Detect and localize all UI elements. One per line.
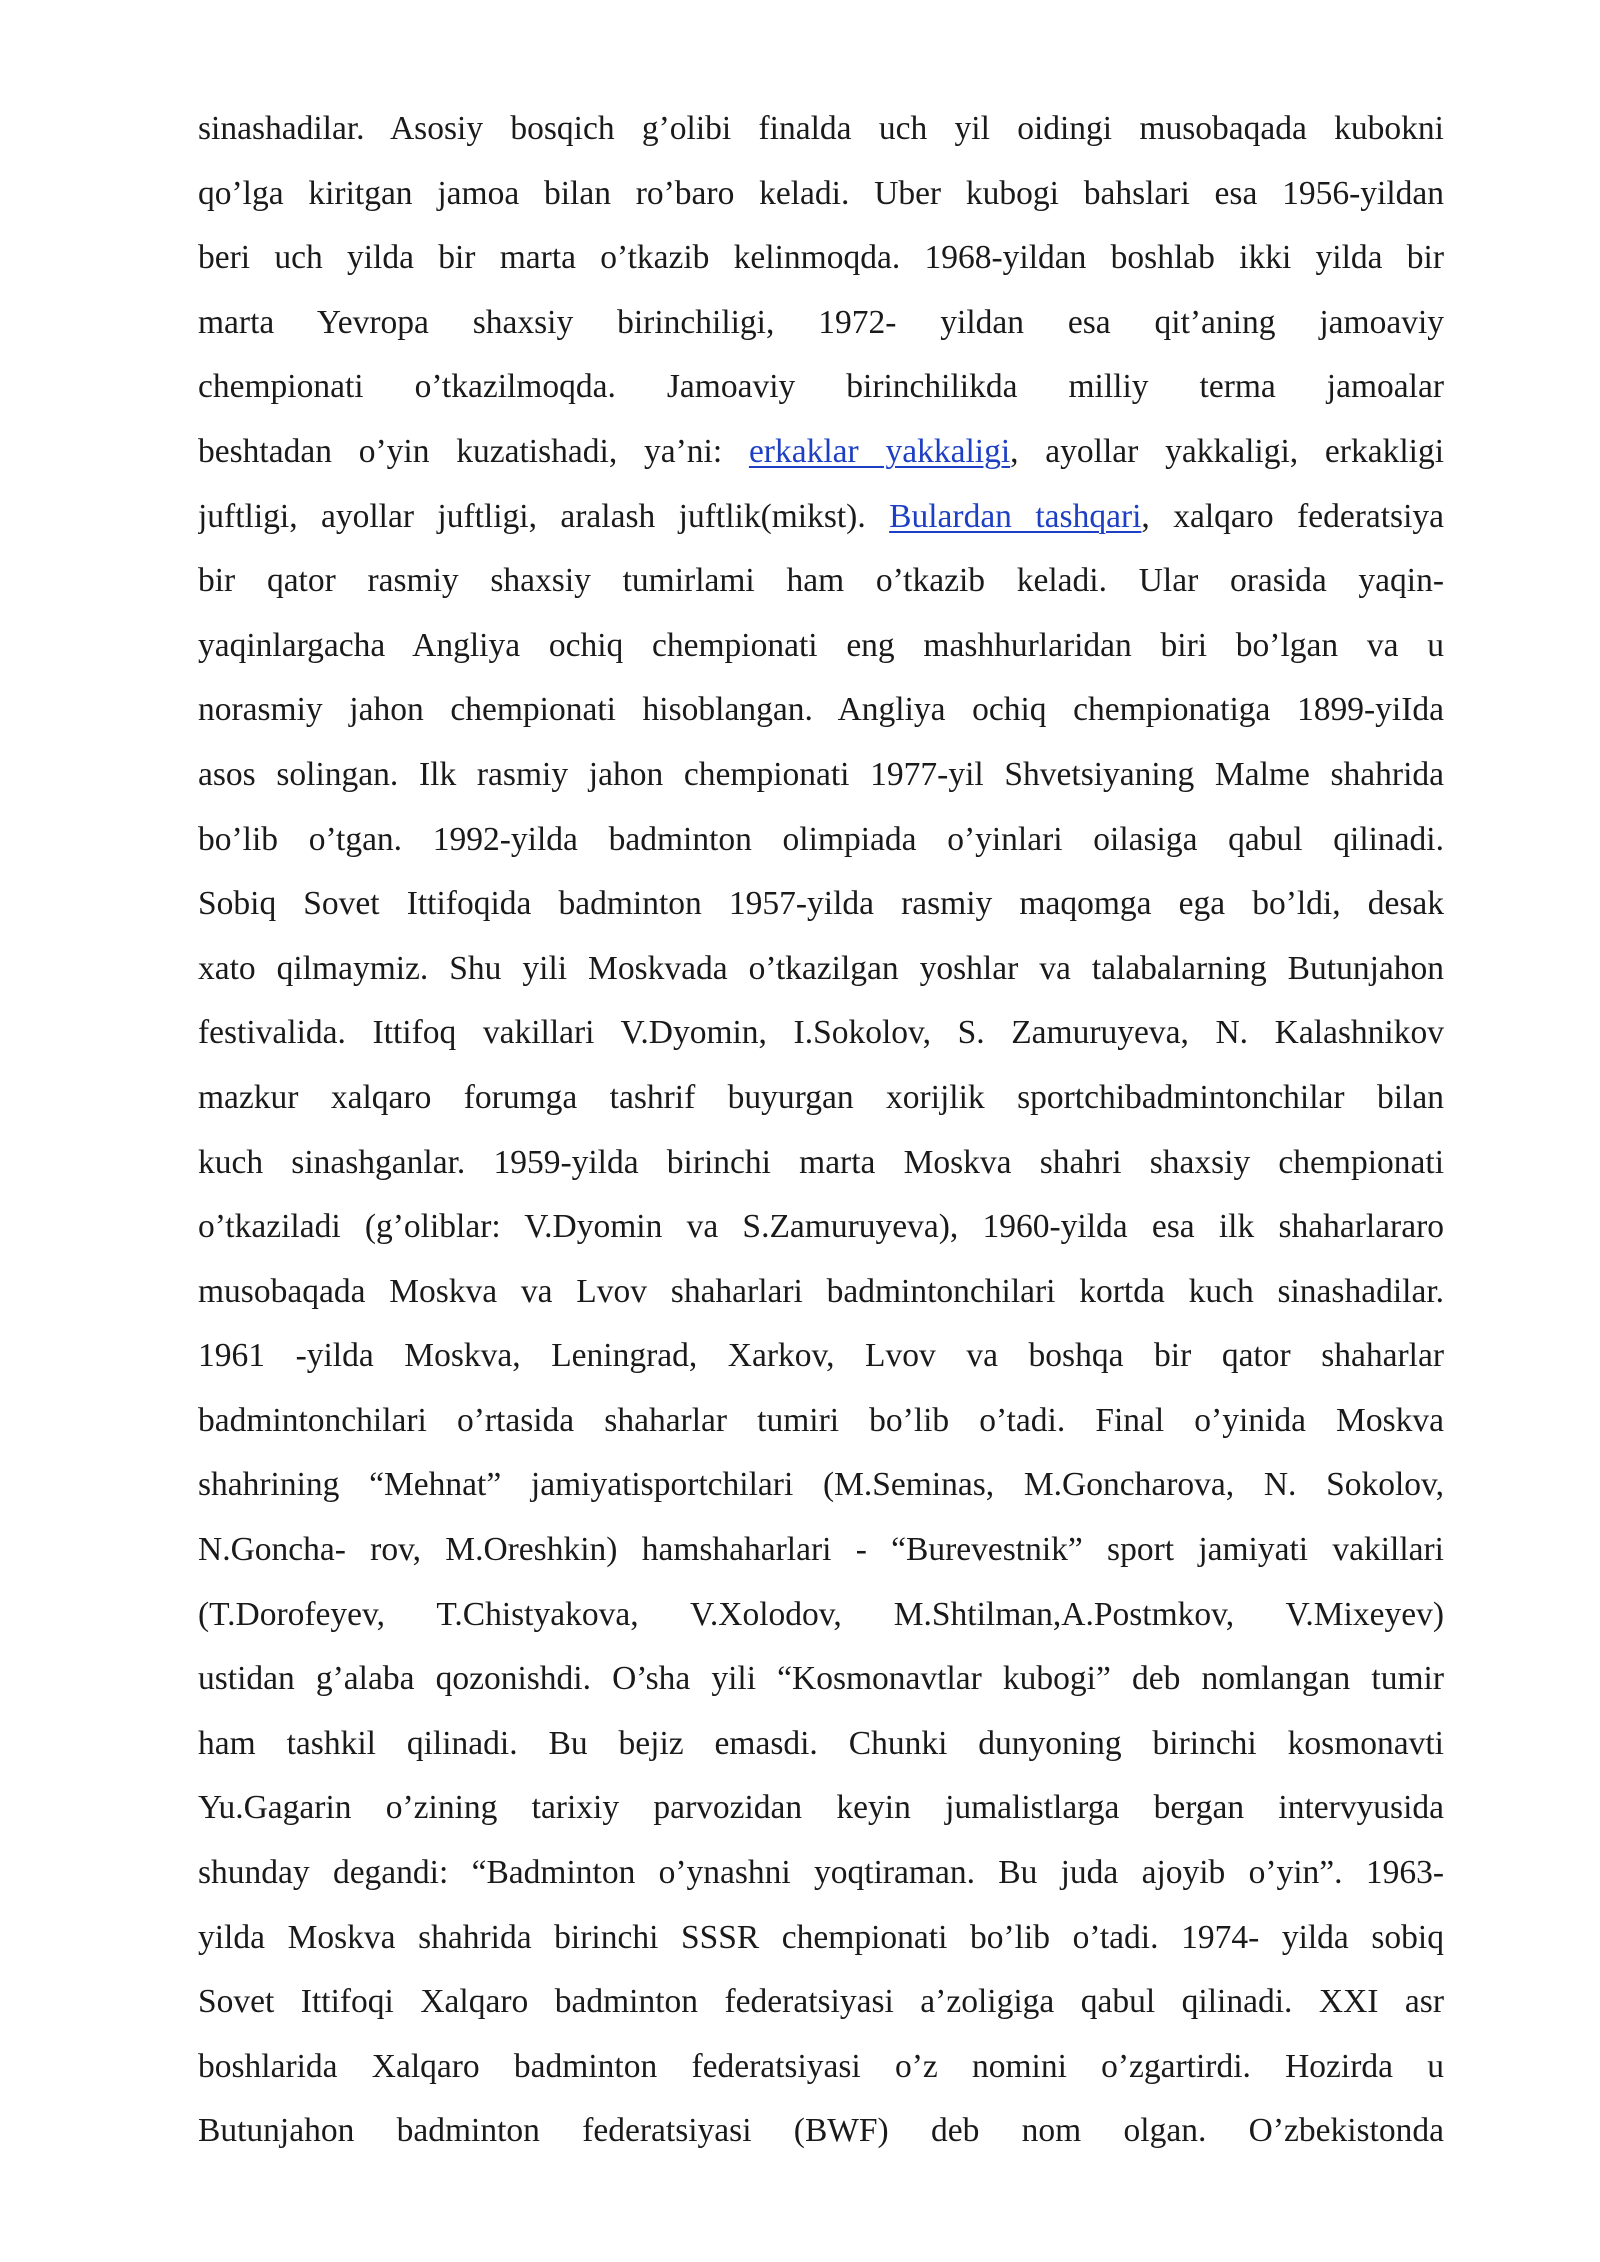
text-line: Butunjahon badminton federatsiyasi (BWF) deb nom olgan. O’zbekistonda bbox=[198, 2112, 1444, 2150]
text-line: bo’lib o’tgan. 1992-yilda badminton olimpiada o’yinlari oilasiga qabul qilinadi. bbox=[198, 820, 1444, 858]
text-line: N.Goncha- rov, M.Oreshkin) hamshaharlari - “Burevestnik” sport jamiyati vakillari bbox=[198, 1531, 1444, 1569]
text-line: asos solingan. Ilk rasmiy jahon chempionati 1977-yil Shvetsiyaning Malme shahrida bbox=[198, 755, 1444, 793]
inline-link[interactable]: erkaklar yakkaligi bbox=[748, 432, 1011, 470]
inline-link[interactable]: Bulardan tashqari bbox=[889, 497, 1142, 535]
text-line: shunday degandi: “Badminton o’ynashni yoqtiraman. Bu juda ajoyib o’yin”. 1963- bbox=[198, 1854, 1444, 1892]
text-line: ustidan g’alaba qozonishdi. O’sha yili “Kosmonavtlar kubogi” deb nomlangan tumir bbox=[198, 1660, 1444, 1698]
line-text-before-link: juftligi, ayollar juftligi, aralash juftlik(mikst). bbox=[198, 497, 890, 535]
text-line: o’tkaziladi (g’oliblar: V.Dyomin va S.Zamuruyeva), 1960-yilda esa ilk shaharlararo bbox=[198, 1208, 1444, 1246]
text-line: norasmiy jahon chempionati hisoblangan. Angliya ochiq chempionatiga 1899-yiIda bbox=[198, 691, 1444, 729]
text-line: shahrining “Mehnat” jamiyatisportchilari (M.Seminas, M.Goncharova, N. Sokolov, bbox=[198, 1466, 1444, 1504]
text-line: kuch sinashganlar. 1959-yilda birinchi marta Moskva shahri shaxsiy chempionati bbox=[198, 1143, 1444, 1181]
text-line: qo’lga kiritgan jamoa bilan ro’baro keladi. Uber kubogi bahslari esa 1956-yildan bbox=[198, 174, 1444, 212]
text-line: boshlarida Xalqaro badminton federatsiyasi o’z nomini o’zgartirdi. Hozirda u bbox=[198, 2047, 1444, 2085]
text-line: marta Yevropa shaxsiy birinchiligi, 1972- yildan esa qit’aning jamoaviy bbox=[198, 303, 1444, 341]
text-line: bir qator rasmiy shaxsiy tumirlami ham o’tkazib keladi. Ular orasida yaqin- bbox=[198, 562, 1444, 600]
text-line: Yu.Gagarin o’zining tarixiy parvozidan keyin jumalistlarga bergan intervyusida bbox=[198, 1789, 1444, 1827]
text-line: chempionati o’tkazilmoqda. Jamoaviy birinchilikda milliy terma jamoalar bbox=[198, 368, 1444, 406]
text-line: yilda Moskva shahrida birinchi SSSR chempionati bo’lib o’tadi. 1974- yilda sobiq bbox=[198, 1918, 1444, 1956]
text-line bbox=[198, 420, 1444, 485]
text-line: beri uch yilda bir marta o’tkazib kelinmoqda. 1968-yildan boshlab ikki yilda bir bbox=[198, 239, 1444, 277]
body-text bbox=[198, 97, 1444, 2164]
text-line: Sovet Ittifoqi Xalqaro badminton federatsiyasi a’zoligiga qabul qilinadi. XXI asr bbox=[198, 1983, 1444, 2021]
line-text-after-link: , ayollar yakkaligi, erkakligi bbox=[1010, 432, 1444, 470]
text-line: yaqinlargacha Angliya ochiq chempionati eng mashhurlaridan biri bo’lgan va u bbox=[198, 626, 1444, 664]
text-line: ham tashkil qilinadi. Bu bejiz emasdi. Chunki dunyoning birinchi kosmonavti bbox=[198, 1724, 1444, 1762]
text-line: sinashadilar. Asosiy bosqich g’olibi finalda uch yil oidingi musobaqada kubokni bbox=[198, 110, 1444, 147]
line-text-after-link: , xalqaro federatsiya bbox=[1141, 497, 1444, 535]
line-text-before-link: beshtadan o’yin kuzatishadi, ya’ni: bbox=[198, 432, 749, 470]
text-line: mazkur xalqaro forumga tashrif buyurgan xorijlik sportchibadmintonchilar bilan bbox=[198, 1078, 1444, 1116]
text-line: xato qilmaymiz. Shu yili Moskvada o’tkazilgan yoshlar va talabalarning Butunjahon bbox=[198, 949, 1444, 987]
text-line: (T.Dorofeyev, T.Chistyakova, V.Xolodov, M.Shtilman,A.Postmkov, V.Mixeyev) bbox=[198, 1595, 1444, 1633]
text-line: 1961 -yilda Moskva, Leningrad, Xarkov, Lvov va boshqa bir qator shaharlar bbox=[198, 1337, 1444, 1375]
text-line: Sobiq Sovet Ittifoqida badminton 1957-yilda rasmiy maqomga ega bo’ldi, desak bbox=[198, 885, 1444, 923]
text-line bbox=[198, 485, 1444, 550]
text-line: musobaqada Moskva va Lvov shaharlari badmintonchilari kortda kuch sinashadilar. bbox=[198, 1272, 1444, 1310]
text-line: festivalida. Ittifoq vakillari V.Dyomin, I.Sokolov, S. Zamuruyeva, N. Kalashnikov bbox=[198, 1014, 1444, 1052]
text-line: badmintonchilari o’rtasida shaharlar tumiri bo’lib o’tadi. Final o’yinida Moskva bbox=[198, 1401, 1444, 1439]
